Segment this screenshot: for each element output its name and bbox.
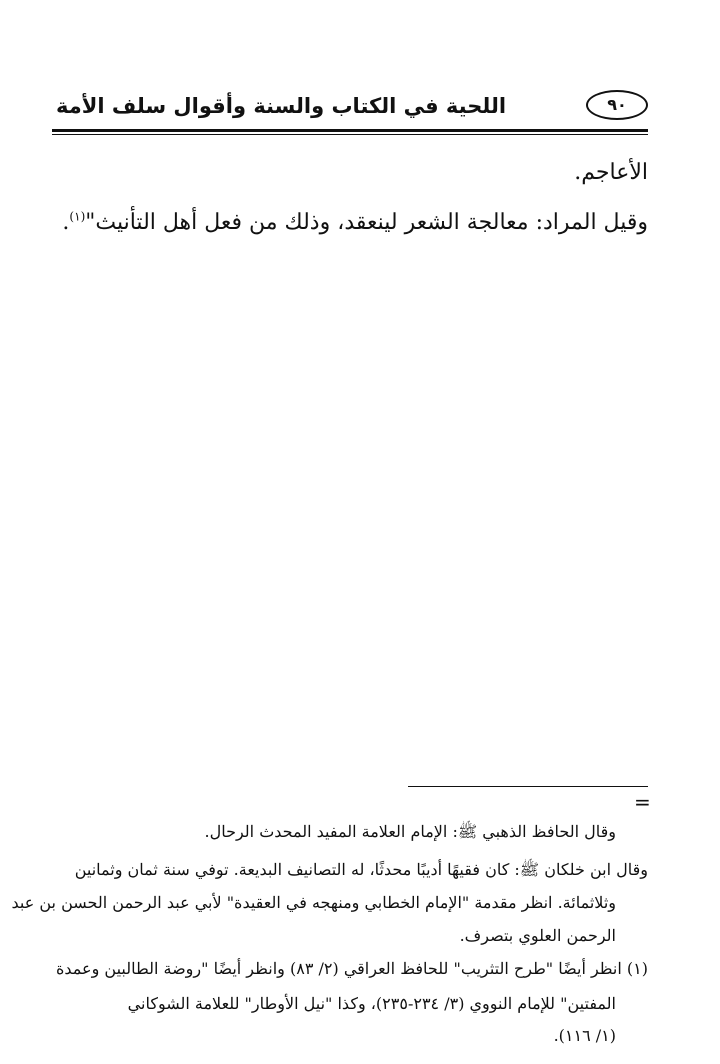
body-line-2-text: وقيل المراد: معالجة الشعر لينعقد، وذلك من فعل أهل التأنيث" bbox=[85, 210, 648, 235]
footnote-line: (١/ ١١٦). bbox=[553, 1026, 616, 1045]
footnote-line: وثلاثمائة. انظر مقدمة "الإمام الخطابي ومنهجه في العقيدة" لأبي عبد الرحمن الحسن بن عبد bbox=[11, 893, 616, 912]
footnote-line: وقال الحافظ الذهبي ﷺ: الإمام العلامة المفيد المحدث الرحال. bbox=[204, 822, 616, 841]
page-header bbox=[52, 88, 648, 128]
footnote-line: (١) انظر أيضًا "طرح التثريب" للحافظ العراقي (٢/ ٨٣) وانظر أيضًا "روضة الطالبين وعمدة bbox=[56, 959, 648, 978]
footnote-continuation-mark: = bbox=[634, 790, 651, 814]
body-line-1: الأعاجم. bbox=[574, 160, 648, 185]
footnote-reference: (١) bbox=[69, 209, 86, 224]
page-number: ٩٠ bbox=[607, 95, 627, 114]
footnote-line: المفتين" للإمام النووي (٣/ ٢٣٤-٢٣٥)، وكذا "نيل الأوطار" للعلامة الشوكاني bbox=[127, 994, 616, 1013]
header-rule-thin bbox=[52, 134, 648, 135]
footnote-line: وقال ابن خلكان ﷺ: كان فقيهًا أديبًا محدثًا، له التصانيف البديعة. توفي سنة ثمان وثمانين bbox=[74, 860, 648, 879]
page-number-badge bbox=[586, 90, 648, 120]
body-line-2 bbox=[62, 209, 648, 236]
body-line-2-end: . bbox=[62, 210, 70, 235]
running-title: اللحية في الكتاب والسنة وأقوال سلف الأمة bbox=[56, 94, 507, 118]
header-rule-thick bbox=[52, 129, 648, 132]
footnote-line: الرحمن العلوي بتصرف. bbox=[459, 926, 616, 945]
footnote-separator bbox=[408, 786, 648, 787]
